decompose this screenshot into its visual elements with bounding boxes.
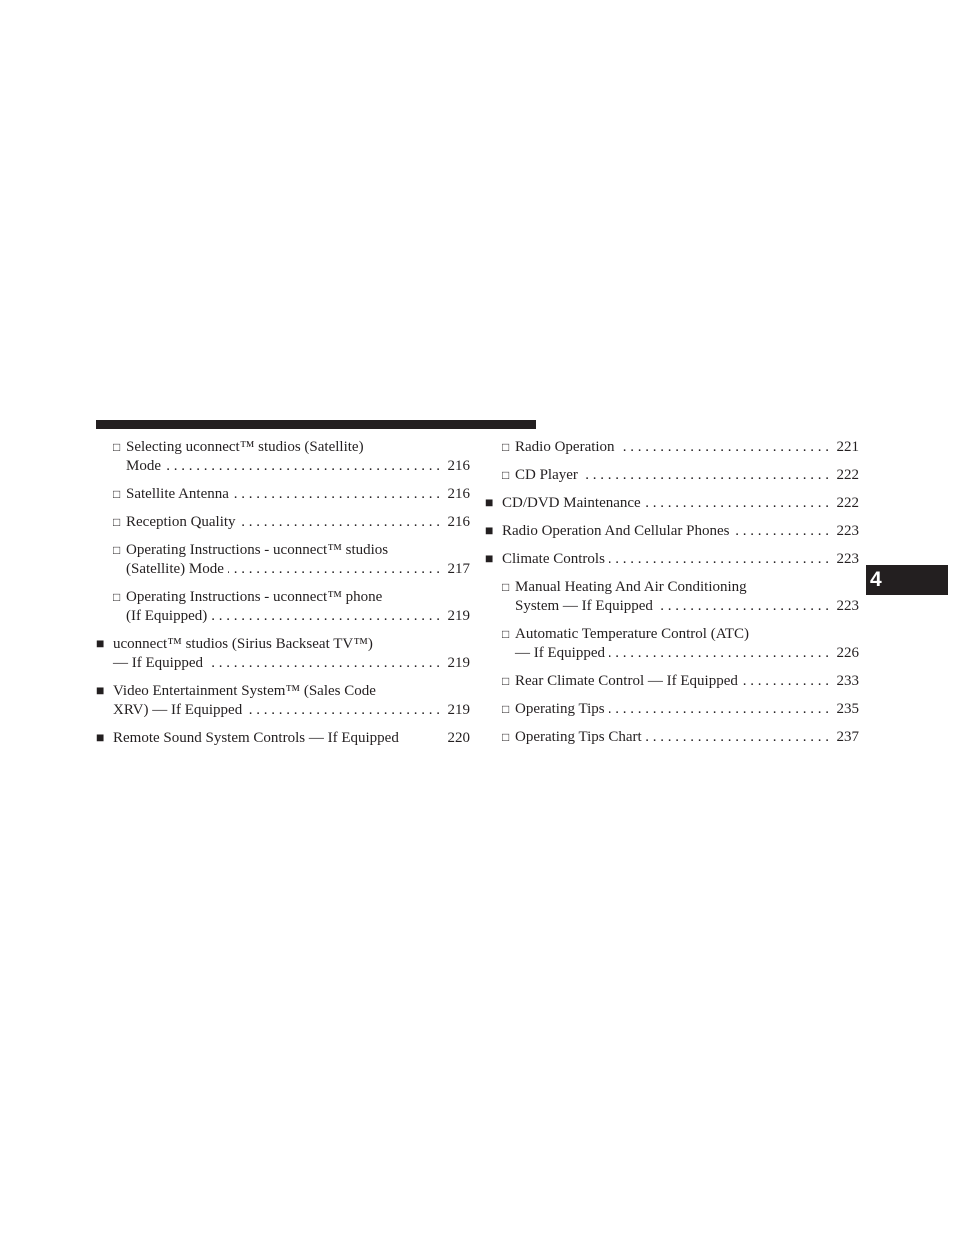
- toc-entry-title: Satellite Antenna: [126, 486, 229, 502]
- toc-page-number: 219: [447, 702, 470, 718]
- dot-leader: [233, 485, 440, 504]
- toc-page-number: 216: [447, 458, 470, 474]
- minor-bullet-icon: □: [113, 515, 121, 529]
- dot-leader: [742, 672, 829, 691]
- dot-leader: [211, 607, 440, 626]
- toc-page-number: 219: [447, 655, 470, 671]
- dot-leader: [609, 550, 829, 569]
- toc-entry-title: Rear Climate Control — If Equipped: [515, 673, 738, 689]
- dot-leader: [733, 522, 829, 541]
- chapter-tab: 4: [866, 565, 948, 595]
- dot-leader: [646, 728, 829, 747]
- dot-leader: [619, 438, 829, 457]
- toc-page-number: 223: [836, 598, 859, 614]
- minor-bullet-icon: □: [502, 627, 510, 641]
- toc-entry[interactable]: [485, 625, 859, 663]
- toc-entry[interactable]: [485, 578, 859, 616]
- toc-entry[interactable]: [96, 635, 470, 673]
- minor-bullet-icon: □: [113, 590, 121, 604]
- toc-entry-title: — If Equipped: [515, 645, 605, 661]
- major-bullet-icon: ■: [485, 496, 494, 511]
- toc-page-number: 226: [836, 645, 859, 661]
- toc-entry-title: XRV) — If Equipped: [113, 702, 243, 718]
- toc-entry-title: Radio Operation And Cellular Phones: [502, 523, 730, 539]
- major-bullet-icon: ■: [485, 524, 494, 539]
- toc-entry[interactable]: [485, 494, 859, 513]
- toc-entry-title: System — If Equipped: [515, 598, 653, 614]
- dot-leader: [240, 513, 440, 532]
- toc-entry-title: Operating Tips: [515, 701, 605, 717]
- toc-entry[interactable]: [485, 728, 859, 747]
- toc-entry-title: CD Player: [515, 467, 578, 483]
- minor-bullet-icon: □: [502, 440, 510, 454]
- major-bullet-icon: ■: [96, 637, 105, 652]
- toc-entry-title: Climate Controls: [502, 551, 605, 567]
- major-bullet-icon: ■: [485, 552, 494, 567]
- dot-leader: [207, 654, 440, 673]
- toc-page-number: 216: [447, 486, 470, 502]
- toc-entry[interactable]: [96, 588, 470, 626]
- toc-page-number: 222: [836, 467, 859, 483]
- dot-leader: [645, 494, 829, 513]
- toc-entry-title: Radio Operation: [515, 439, 615, 455]
- toc-entry-title: uconnect™ studios (Sirius Backseat TV™): [113, 636, 373, 652]
- toc-entry-title: (Satellite) Mode: [126, 561, 224, 577]
- toc-entry-title: Operating Tips Chart: [515, 729, 642, 745]
- toc-page-number: 235: [836, 701, 859, 717]
- toc-entry[interactable]: [485, 522, 859, 541]
- toc-entry-title: Operating Instructions - uconnect™ studios: [126, 542, 389, 558]
- dot-leader: [165, 457, 440, 476]
- minor-bullet-icon: □: [113, 487, 121, 501]
- toc-entry[interactable]: [96, 438, 470, 476]
- toc-entry[interactable]: [485, 438, 859, 457]
- toc-entry[interactable]: [96, 729, 470, 748]
- toc-entry-title: Operating Instructions - uconnect™ phone: [126, 589, 383, 605]
- toc-page-number: 217: [447, 561, 470, 577]
- dot-leader: [657, 597, 829, 616]
- toc-entry-title: Mode: [126, 458, 161, 474]
- toc-entry-title: Video Entertainment System™ (Sales Code: [113, 683, 376, 699]
- minor-bullet-icon: □: [502, 674, 510, 688]
- toc-page-number: 237: [836, 729, 859, 745]
- toc-entry-title: (If Equipped): [126, 608, 208, 624]
- toc-entry[interactable]: [96, 541, 470, 579]
- top-rule: [96, 420, 536, 429]
- minor-bullet-icon: □: [502, 702, 510, 716]
- toc-entry[interactable]: [485, 466, 859, 485]
- toc-page-number: 219: [447, 608, 470, 624]
- minor-bullet-icon: □: [113, 440, 121, 454]
- toc-entry[interactable]: [485, 700, 859, 719]
- dot-leader: [609, 644, 829, 663]
- major-bullet-icon: ■: [96, 731, 105, 746]
- toc-page-number: 221: [836, 439, 859, 455]
- dot-leader: [582, 466, 829, 485]
- minor-bullet-icon: □: [502, 468, 510, 482]
- dot-leader: [228, 560, 440, 579]
- toc-left-column: [96, 438, 470, 757]
- toc-entry[interactable]: [485, 550, 859, 569]
- toc-page-number: 223: [836, 551, 859, 567]
- toc-entry[interactable]: [96, 682, 470, 720]
- toc-entry-title: Selecting uconnect™ studios (Satellite): [126, 439, 364, 455]
- toc-page-number: 222: [836, 495, 859, 511]
- toc-entry-title: Reception Quality: [126, 514, 236, 530]
- toc-entry[interactable]: [96, 513, 470, 532]
- toc-entry-title: — If Equipped: [113, 655, 203, 671]
- dot-leader: [609, 700, 829, 719]
- toc-entry[interactable]: [485, 672, 859, 691]
- toc-entry-title: Manual Heating And Air Conditioning: [515, 579, 747, 595]
- toc-right-column: [485, 438, 859, 756]
- major-bullet-icon: ■: [96, 684, 105, 699]
- toc-page-number: 220: [447, 730, 470, 746]
- minor-bullet-icon: □: [113, 543, 121, 557]
- toc-entry-title: CD/DVD Maintenance: [502, 495, 641, 511]
- toc-entry[interactable]: [96, 485, 470, 504]
- toc-page-number: 223: [836, 523, 859, 539]
- toc-entry-title: Automatic Temperature Control (ATC): [515, 626, 750, 642]
- minor-bullet-icon: □: [502, 730, 510, 744]
- minor-bullet-icon: □: [502, 580, 510, 594]
- toc-page-number: 216: [447, 514, 470, 530]
- toc-entry-title: Remote Sound System Controls — If Equipped: [113, 730, 399, 746]
- toc-page-number: 233: [836, 673, 859, 689]
- dot-leader: [246, 701, 440, 720]
